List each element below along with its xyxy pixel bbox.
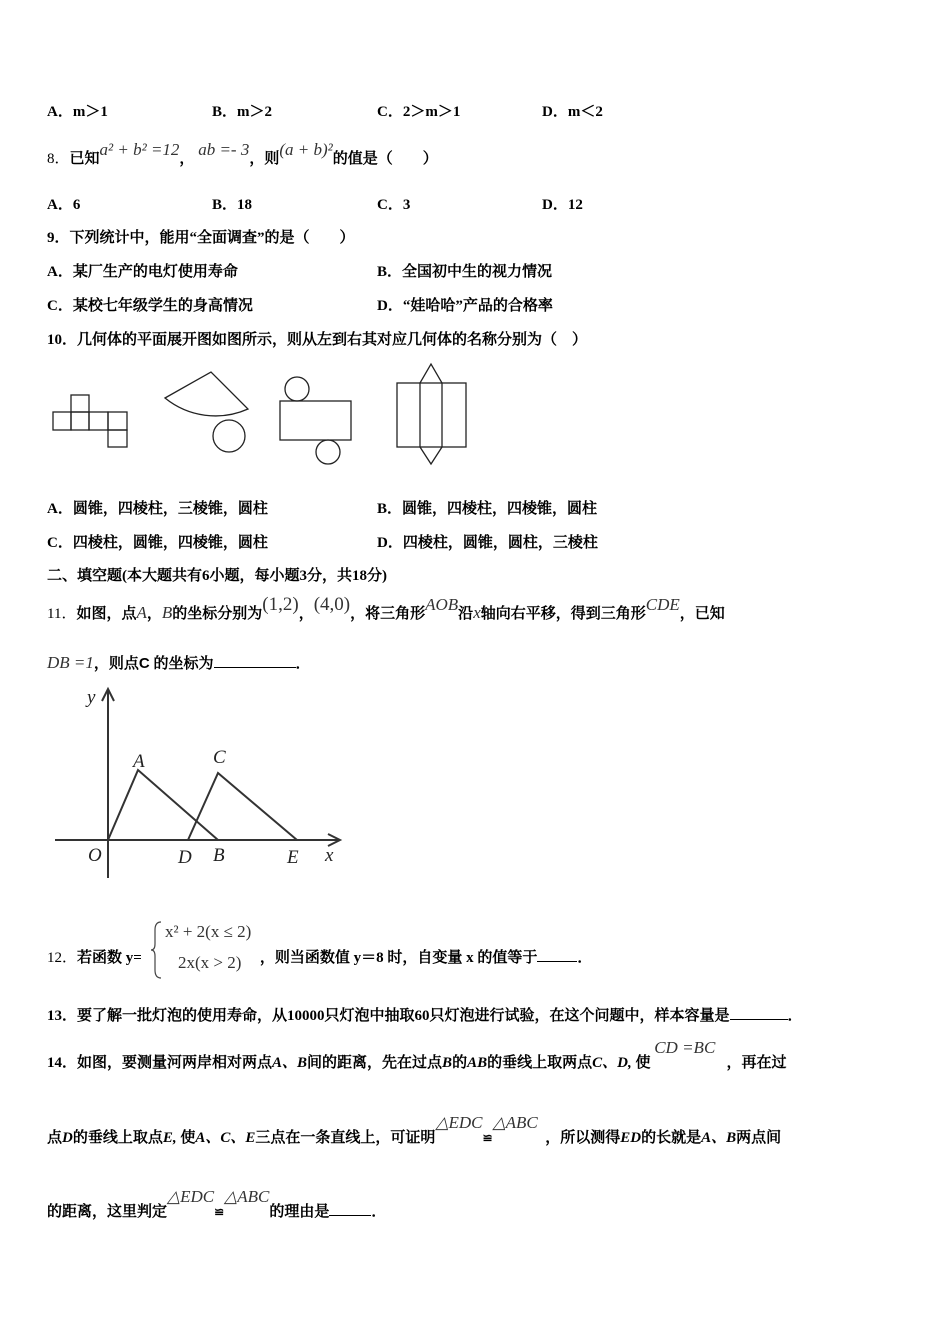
q14-text: ． bbox=[371, 1204, 387, 1220]
q13-question bbox=[47, 1005, 803, 1026]
q14-line3 bbox=[47, 1187, 387, 1222]
q11-db-expr: DB =1 bbox=[47, 653, 94, 672]
cone-net bbox=[165, 372, 248, 452]
q11-text: 如图，点 bbox=[76, 606, 137, 622]
q13-text: ． bbox=[787, 1008, 803, 1024]
q10-nets-figure bbox=[40, 360, 490, 470]
q7-option-b: B．m＞2 bbox=[212, 104, 273, 120]
q14-text: 的距离，这里判定 bbox=[47, 1204, 168, 1220]
q11-question bbox=[47, 594, 725, 624]
q14-line1 bbox=[47, 1038, 787, 1073]
q7-option-a: A．m＞1 bbox=[47, 104, 108, 120]
q14-triangle-edc: △EDC bbox=[167, 1187, 215, 1206]
q11-triangle-aob: AOB bbox=[425, 595, 459, 614]
q11-text: ， bbox=[298, 606, 314, 622]
q10-question: 10．几何体的平面展开图如图所示，则从左到右其对应几何体的名称分别为（ ） bbox=[47, 332, 588, 348]
prism-net bbox=[397, 364, 466, 464]
q14-points: E, bbox=[162, 1130, 177, 1146]
label-c: C bbox=[213, 747, 226, 768]
q11-coordinate-figure bbox=[45, 683, 355, 893]
q14-points: A、B bbox=[272, 1055, 308, 1071]
q14-text: ，再在过 bbox=[726, 1055, 787, 1071]
q8-expr2: ab =- 3 bbox=[198, 140, 250, 159]
q8-text: ，则 bbox=[249, 151, 280, 167]
q11-x-axis: x bbox=[473, 603, 481, 622]
q11-coord-b: (4,0) bbox=[313, 594, 351, 615]
q9-question: 9．下列统计中，能用“全面调查”的是（ ） bbox=[47, 230, 355, 246]
q12-text: 若函数 y= bbox=[77, 950, 142, 966]
q8-option-d: D．12 bbox=[542, 197, 583, 213]
cube-net bbox=[53, 395, 127, 447]
label-o: O bbox=[88, 845, 102, 866]
q12-text: ，则当函数值 y＝8 时，自变量 x 的值等于 bbox=[259, 950, 538, 966]
q11-triangle-cde: CDE bbox=[645, 595, 680, 614]
q14-text: 的 bbox=[452, 1055, 468, 1071]
q10-option-b: B．圆锥，四棱柱，四棱锥，圆柱 bbox=[377, 501, 598, 517]
q8-option-a: A．6 bbox=[47, 197, 81, 213]
q11-point-a: A bbox=[136, 603, 147, 622]
q14-text: 两点间 bbox=[736, 1130, 782, 1146]
q11-text: ，将三角形 bbox=[350, 606, 426, 622]
q10-option-d: D．四棱柱，圆锥，圆柱，三棱柱 bbox=[377, 535, 598, 551]
q11-text: ， bbox=[146, 606, 162, 622]
q14-line2 bbox=[47, 1113, 782, 1148]
q11-text: ． bbox=[295, 656, 311, 672]
q12-number: 12． bbox=[47, 950, 78, 966]
q12-answer-blank[interactable] bbox=[537, 947, 577, 962]
section-2-heading: 二、填空题(本大题共有6小题，每小题3分，共18分) bbox=[47, 568, 387, 584]
q8-text: 的值是（ ） bbox=[332, 151, 438, 167]
q9-option-d: D．“娃哈哈”产品的合格率 bbox=[377, 298, 553, 314]
q14-points: AB bbox=[467, 1055, 488, 1071]
label-d: D bbox=[178, 847, 192, 868]
q8-number: 8． bbox=[47, 151, 70, 167]
q14-points: A、C、E bbox=[195, 1130, 256, 1146]
q14-text: 三点在一条直线上，可证明 bbox=[255, 1130, 436, 1146]
q12-brace-icon bbox=[150, 920, 164, 980]
q14-points: ED bbox=[620, 1130, 642, 1146]
triangle-aob bbox=[108, 770, 218, 840]
q11-text: 的坐标为 bbox=[153, 656, 214, 672]
q14-triangle-edc: △EDC bbox=[435, 1113, 483, 1132]
q12-case1: x² + 2(x ≤ 2) bbox=[165, 922, 252, 941]
q11-text: ，则点 bbox=[93, 656, 139, 672]
q11-answer-blank[interactable] bbox=[214, 653, 296, 668]
q14-text: 的垂线上取点 bbox=[72, 1130, 163, 1146]
q11-point-b: B bbox=[161, 603, 173, 622]
q14-text: 间的距离，先在过点 bbox=[307, 1055, 443, 1071]
q8-comma: ， bbox=[179, 151, 195, 167]
q11-number: 11． bbox=[47, 606, 77, 622]
triangle-cde bbox=[188, 773, 297, 840]
q8-option-c: C．3 bbox=[377, 197, 411, 213]
q11-text: 沿 bbox=[458, 606, 474, 622]
q14-expr: CD =BC bbox=[654, 1038, 716, 1057]
q8-expr1: a² + b² =12 bbox=[99, 140, 180, 159]
label-a: A bbox=[133, 751, 145, 772]
q8-text: 已知 bbox=[69, 151, 100, 167]
q14-text: 使 bbox=[635, 1055, 651, 1071]
q7-option-d: D．m＜2 bbox=[542, 104, 603, 120]
q14-points: D bbox=[62, 1130, 73, 1146]
q14-text: 14．如图，要测量河两岸相对两点 bbox=[47, 1055, 273, 1071]
q14-answer-blank[interactable] bbox=[329, 1201, 371, 1216]
q13-answer-blank[interactable] bbox=[730, 1005, 788, 1020]
q11-text: ，已知 bbox=[679, 606, 725, 622]
q14-text: 点 bbox=[47, 1130, 63, 1146]
q14-text: 的长就是 bbox=[641, 1130, 702, 1146]
q9-option-a: A．某厂生产的电灯使用寿命 bbox=[47, 264, 238, 280]
q9-option-c: C．某校七年级学生的身高情况 bbox=[47, 298, 253, 314]
q9-option-b: B．全国初中生的视力情况 bbox=[377, 264, 553, 280]
q8-question bbox=[47, 140, 438, 169]
q14-congruent: ≌ bbox=[214, 1205, 225, 1219]
q11-point-c: C bbox=[138, 655, 150, 672]
q11-text: 轴向右平移，得到三角形 bbox=[480, 606, 646, 622]
q11-question-line2 bbox=[47, 653, 311, 674]
label-x: x bbox=[325, 845, 334, 866]
q8-option-b: B．18 bbox=[212, 197, 253, 213]
q7-option-c: C．2＞m＞1 bbox=[377, 104, 461, 120]
q14-text: 使 bbox=[180, 1130, 196, 1146]
q14-triangle-abc: △ABC bbox=[492, 1113, 538, 1132]
q14-text: 的垂线上取两点 bbox=[487, 1055, 593, 1071]
q12-text: ． bbox=[577, 950, 593, 966]
q14-points: A、B bbox=[701, 1130, 737, 1146]
q8-expr3: (a + b)² bbox=[279, 140, 333, 159]
q10-option-c: C．四棱柱，圆锥，四棱锥，圆柱 bbox=[47, 535, 268, 551]
q14-text: ，所以测得 bbox=[545, 1130, 621, 1146]
q14-points: B bbox=[442, 1055, 453, 1071]
label-y: y bbox=[87, 687, 96, 708]
label-b: B bbox=[213, 845, 225, 866]
q14-triangle-abc: △ABC bbox=[224, 1187, 270, 1206]
q14-congruent: ≌ bbox=[482, 1131, 493, 1145]
q14-text: 的理由是 bbox=[269, 1204, 330, 1220]
q13-text: 13．要了解一批灯泡的使用寿命，从10000只灯泡中抽取60只灯泡进行试验，在这个问题中，样本容量是 bbox=[47, 1008, 730, 1024]
q14-points: C、D, bbox=[592, 1055, 632, 1071]
label-e: E bbox=[287, 847, 299, 868]
cylinder-net bbox=[280, 377, 351, 464]
q11-coord-a: (1,2) bbox=[262, 594, 299, 615]
q12-case2: 2x(x > 2) bbox=[178, 953, 242, 972]
q11-text: 的坐标分别为 bbox=[172, 606, 263, 622]
q10-option-a: A．圆锥，四棱柱，三棱锥，圆柱 bbox=[47, 501, 268, 517]
q12-question bbox=[47, 947, 592, 968]
